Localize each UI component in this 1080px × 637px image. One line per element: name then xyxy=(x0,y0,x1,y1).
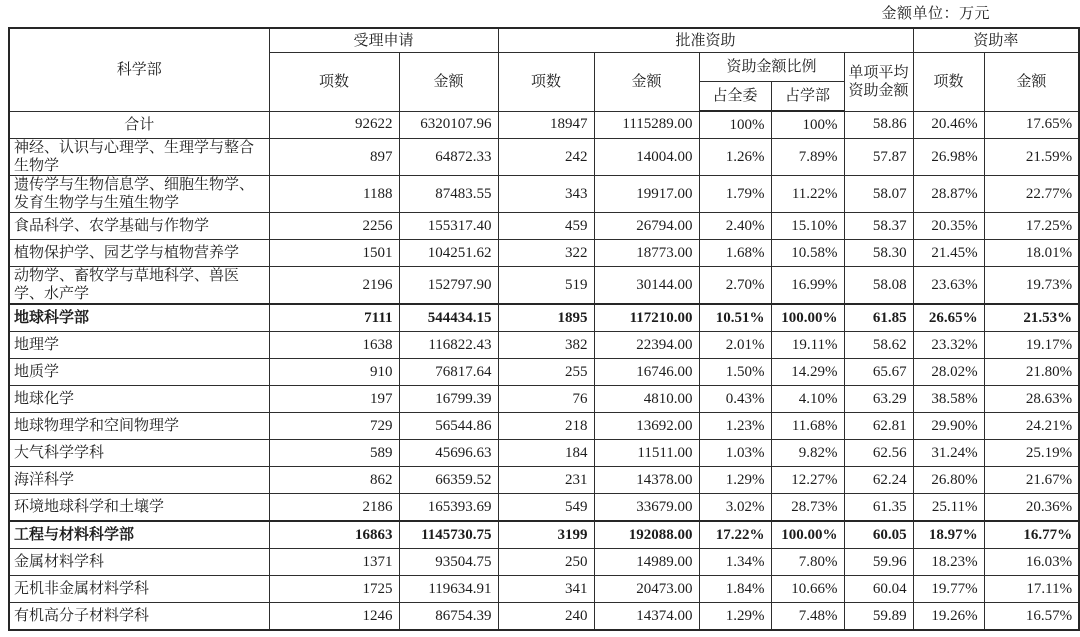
value-cell: 165393.69 xyxy=(399,494,498,522)
value-cell: 544434.15 xyxy=(399,304,498,332)
department-name-cell: 金属材料学科 xyxy=(9,549,269,576)
value-cell: 20.46% xyxy=(913,111,984,139)
value-cell: 30144.00 xyxy=(594,267,699,305)
value-cell: 17.25% xyxy=(984,213,1079,240)
value-cell: 2.40% xyxy=(699,213,771,240)
col-group-funding-rate: 资助率 xyxy=(913,28,1079,53)
value-cell: 519 xyxy=(498,267,594,305)
value-cell: 1.29% xyxy=(699,467,771,494)
value-cell: 19917.00 xyxy=(594,176,699,213)
value-cell: 11.22% xyxy=(771,176,844,213)
col-header-rate-items: 项数 xyxy=(913,53,984,112)
table-row xyxy=(9,494,1079,522)
value-cell: 250 xyxy=(498,549,594,576)
value-cell: 18947 xyxy=(498,111,594,139)
value-cell: 17.11% xyxy=(984,576,1079,603)
value-cell: 60.04 xyxy=(844,576,913,603)
value-cell: 4810.00 xyxy=(594,386,699,413)
value-cell: 0.43% xyxy=(699,386,771,413)
table-row xyxy=(9,603,1079,631)
department-name-cell: 食品科学、农学基础与作物学 xyxy=(9,213,269,240)
value-cell: 14374.00 xyxy=(594,603,699,631)
value-cell: 1.23% xyxy=(699,413,771,440)
value-cell: 11.68% xyxy=(771,413,844,440)
value-cell: 18.01% xyxy=(984,240,1079,267)
value-cell: 3199 xyxy=(498,521,594,549)
value-cell: 16.57% xyxy=(984,603,1079,631)
value-cell: 26.98% xyxy=(913,139,984,176)
value-cell: 21.67% xyxy=(984,467,1079,494)
value-cell: 16863 xyxy=(269,521,399,549)
value-cell: 910 xyxy=(269,359,399,386)
department-name-cell: 地球化学 xyxy=(9,386,269,413)
value-cell: 14004.00 xyxy=(594,139,699,176)
value-cell: 66359.52 xyxy=(399,467,498,494)
department-name-cell: 大气科学学科 xyxy=(9,440,269,467)
value-cell: 192088.00 xyxy=(594,521,699,549)
value-cell: 60.05 xyxy=(844,521,913,549)
value-cell: 255 xyxy=(498,359,594,386)
value-cell: 6320107.96 xyxy=(399,111,498,139)
value-cell: 65.67 xyxy=(844,359,913,386)
value-cell: 19.73% xyxy=(984,267,1079,305)
value-cell: 10.58% xyxy=(771,240,844,267)
value-cell: 59.96 xyxy=(844,549,913,576)
value-cell: 7111 xyxy=(269,304,399,332)
value-cell: 218 xyxy=(498,413,594,440)
value-cell: 1371 xyxy=(269,549,399,576)
value-cell: 1115289.00 xyxy=(594,111,699,139)
value-cell: 1188 xyxy=(269,176,399,213)
value-cell: 86754.39 xyxy=(399,603,498,631)
value-cell: 76817.64 xyxy=(399,359,498,386)
value-cell: 382 xyxy=(498,332,594,359)
value-cell: 28.73% xyxy=(771,494,844,522)
value-cell: 16.99% xyxy=(771,267,844,305)
value-cell: 341 xyxy=(498,576,594,603)
value-cell: 7.48% xyxy=(771,603,844,631)
table-body xyxy=(9,111,1079,630)
value-cell: 58.37 xyxy=(844,213,913,240)
col-group-funding-amount-ratio: 资助金额比例 xyxy=(699,53,844,82)
value-cell: 76 xyxy=(498,386,594,413)
value-cell: 31.24% xyxy=(913,440,984,467)
col-header-average-funding-amount: 单项平均资助金额 xyxy=(844,53,913,112)
table-row xyxy=(9,521,1079,549)
value-cell: 343 xyxy=(498,176,594,213)
value-cell: 13692.00 xyxy=(594,413,699,440)
value-cell: 16.77% xyxy=(984,521,1079,549)
value-cell: 100.00% xyxy=(771,304,844,332)
value-cell: 20.36% xyxy=(984,494,1079,522)
value-cell: 1501 xyxy=(269,240,399,267)
value-cell: 2256 xyxy=(269,213,399,240)
value-cell: 12.27% xyxy=(771,467,844,494)
value-cell: 18.97% xyxy=(913,521,984,549)
value-cell: 3.02% xyxy=(699,494,771,522)
value-cell: 589 xyxy=(269,440,399,467)
value-cell: 1725 xyxy=(269,576,399,603)
value-cell: 7.89% xyxy=(771,139,844,176)
department-name-cell: 地球物理学和空间物理学 xyxy=(9,413,269,440)
table-row xyxy=(9,304,1079,332)
value-cell: 17.22% xyxy=(699,521,771,549)
value-cell: 21.53% xyxy=(984,304,1079,332)
value-cell: 62.81 xyxy=(844,413,913,440)
value-cell: 322 xyxy=(498,240,594,267)
value-cell: 64872.33 xyxy=(399,139,498,176)
value-cell: 2196 xyxy=(269,267,399,305)
value-cell: 11511.00 xyxy=(594,440,699,467)
col-header-department: 科学部 xyxy=(9,28,269,111)
value-cell: 58.07 xyxy=(844,176,913,213)
value-cell: 58.86 xyxy=(844,111,913,139)
department-name-cell: 合计 xyxy=(9,111,269,139)
value-cell: 57.87 xyxy=(844,139,913,176)
value-cell: 10.66% xyxy=(771,576,844,603)
value-cell: 19.11% xyxy=(771,332,844,359)
value-cell: 45696.63 xyxy=(399,440,498,467)
table-row xyxy=(9,576,1079,603)
value-cell: 61.85 xyxy=(844,304,913,332)
value-cell: 93504.75 xyxy=(399,549,498,576)
value-cell: 2.70% xyxy=(699,267,771,305)
col-header-approved-amount: 金额 xyxy=(594,53,699,112)
value-cell: 29.90% xyxy=(913,413,984,440)
value-cell: 28.63% xyxy=(984,386,1079,413)
table-row xyxy=(9,213,1079,240)
value-cell: 18.23% xyxy=(913,549,984,576)
value-cell: 24.21% xyxy=(984,413,1079,440)
value-cell: 729 xyxy=(269,413,399,440)
col-header-accepted-items: 项数 xyxy=(269,53,399,112)
table-row xyxy=(9,240,1079,267)
value-cell: 100% xyxy=(771,111,844,139)
table-row xyxy=(9,267,1079,305)
funding-statistics-table xyxy=(8,27,1080,631)
department-name-cell: 神经、认识与心理学、生理学与整合生物学 xyxy=(9,139,269,176)
value-cell: 231 xyxy=(498,467,594,494)
table-row xyxy=(9,413,1079,440)
value-cell: 23.32% xyxy=(913,332,984,359)
value-cell: 22.77% xyxy=(984,176,1079,213)
value-cell: 58.30 xyxy=(844,240,913,267)
value-cell: 14.29% xyxy=(771,359,844,386)
value-cell: 1.29% xyxy=(699,603,771,631)
table-row xyxy=(9,549,1079,576)
value-cell: 25.11% xyxy=(913,494,984,522)
col-header-rate-amount: 金额 xyxy=(984,53,1079,112)
department-name-cell: 地球科学部 xyxy=(9,304,269,332)
department-name-cell: 植物保护学、园艺学与植物营养学 xyxy=(9,240,269,267)
value-cell: 104251.62 xyxy=(399,240,498,267)
value-cell: 59.89 xyxy=(844,603,913,631)
value-cell: 58.62 xyxy=(844,332,913,359)
value-cell: 23.63% xyxy=(913,267,984,305)
value-cell: 152797.90 xyxy=(399,267,498,305)
value-cell: 38.58% xyxy=(913,386,984,413)
value-cell: 16799.39 xyxy=(399,386,498,413)
value-cell: 197 xyxy=(269,386,399,413)
value-cell: 15.10% xyxy=(771,213,844,240)
value-cell: 19.77% xyxy=(913,576,984,603)
department-name-cell: 有机高分子材料学科 xyxy=(9,603,269,631)
value-cell: 33679.00 xyxy=(594,494,699,522)
table-row xyxy=(9,176,1079,213)
value-cell: 87483.55 xyxy=(399,176,498,213)
value-cell: 14378.00 xyxy=(594,467,699,494)
value-cell: 1.34% xyxy=(699,549,771,576)
value-cell: 28.02% xyxy=(913,359,984,386)
value-cell: 19.26% xyxy=(913,603,984,631)
value-cell: 21.59% xyxy=(984,139,1079,176)
department-name-cell: 无机非金属材料学科 xyxy=(9,576,269,603)
value-cell: 16.03% xyxy=(984,549,1079,576)
value-cell: 2186 xyxy=(269,494,399,522)
value-cell: 1638 xyxy=(269,332,399,359)
value-cell: 7.80% xyxy=(771,549,844,576)
col-header-accepted-amount: 金额 xyxy=(399,53,498,112)
value-cell: 1.26% xyxy=(699,139,771,176)
value-cell: 56544.86 xyxy=(399,413,498,440)
value-cell: 100.00% xyxy=(771,521,844,549)
value-cell: 155317.40 xyxy=(399,213,498,240)
value-cell: 61.35 xyxy=(844,494,913,522)
value-cell: 92622 xyxy=(269,111,399,139)
value-cell: 1.50% xyxy=(699,359,771,386)
table-row xyxy=(9,386,1079,413)
value-cell: 549 xyxy=(498,494,594,522)
value-cell: 897 xyxy=(269,139,399,176)
col-header-approved-items: 项数 xyxy=(498,53,594,112)
value-cell: 63.29 xyxy=(844,386,913,413)
table-row xyxy=(9,440,1079,467)
value-cell: 242 xyxy=(498,139,594,176)
department-name-cell: 地质学 xyxy=(9,359,269,386)
value-cell: 9.82% xyxy=(771,440,844,467)
header-group-row xyxy=(9,28,1079,53)
value-cell: 4.10% xyxy=(771,386,844,413)
value-cell: 1145730.75 xyxy=(399,521,498,549)
department-name-cell: 海洋科学 xyxy=(9,467,269,494)
table-header xyxy=(9,28,1079,111)
value-cell: 100% xyxy=(699,111,771,139)
value-cell: 1.84% xyxy=(699,576,771,603)
col-header-ratio-of-department: 占学部 xyxy=(771,82,844,112)
value-cell: 117210.00 xyxy=(594,304,699,332)
value-cell: 28.87% xyxy=(913,176,984,213)
table-row xyxy=(9,359,1079,386)
table-row xyxy=(9,467,1079,494)
value-cell: 1246 xyxy=(269,603,399,631)
col-header-ratio-of-committee: 占全委 xyxy=(699,82,771,112)
value-cell: 16746.00 xyxy=(594,359,699,386)
value-cell: 19.17% xyxy=(984,332,1079,359)
value-cell: 62.56 xyxy=(844,440,913,467)
value-cell: 21.45% xyxy=(913,240,984,267)
department-name-cell: 遗传学与生物信息学、细胞生物学、发育生物学与生殖生物学 xyxy=(9,176,269,213)
value-cell: 26794.00 xyxy=(594,213,699,240)
department-name-cell: 工程与材料科学部 xyxy=(9,521,269,549)
value-cell: 21.80% xyxy=(984,359,1079,386)
col-group-accepted-applications: 受理申请 xyxy=(269,28,498,53)
value-cell: 25.19% xyxy=(984,440,1079,467)
table-row xyxy=(9,139,1079,176)
value-cell: 2.01% xyxy=(699,332,771,359)
amount-unit-label: 金额单位：万元 xyxy=(881,6,990,22)
department-name-cell: 动物学、畜牧学与草地科学、兽医学、水产学 xyxy=(9,267,269,305)
table-row xyxy=(9,332,1079,359)
value-cell: 18773.00 xyxy=(594,240,699,267)
col-group-approved-funding: 批准资助 xyxy=(498,28,913,53)
table-row xyxy=(9,111,1079,139)
value-cell: 22394.00 xyxy=(594,332,699,359)
value-cell: 1.03% xyxy=(699,440,771,467)
value-cell: 58.08 xyxy=(844,267,913,305)
value-cell: 26.65% xyxy=(913,304,984,332)
value-cell: 184 xyxy=(498,440,594,467)
value-cell: 26.80% xyxy=(913,467,984,494)
value-cell: 20473.00 xyxy=(594,576,699,603)
value-cell: 1.68% xyxy=(699,240,771,267)
value-cell: 20.35% xyxy=(913,213,984,240)
value-cell: 1895 xyxy=(498,304,594,332)
value-cell: 116822.43 xyxy=(399,332,498,359)
value-cell: 862 xyxy=(269,467,399,494)
department-name-cell: 地理学 xyxy=(9,332,269,359)
value-cell: 14989.00 xyxy=(594,549,699,576)
value-cell: 119634.91 xyxy=(399,576,498,603)
value-cell: 62.24 xyxy=(844,467,913,494)
value-cell: 17.65% xyxy=(984,111,1079,139)
department-name-cell: 环境地球科学和土壤学 xyxy=(9,494,269,522)
value-cell: 459 xyxy=(498,213,594,240)
value-cell: 1.79% xyxy=(699,176,771,213)
value-cell: 240 xyxy=(498,603,594,631)
value-cell: 10.51% xyxy=(699,304,771,332)
